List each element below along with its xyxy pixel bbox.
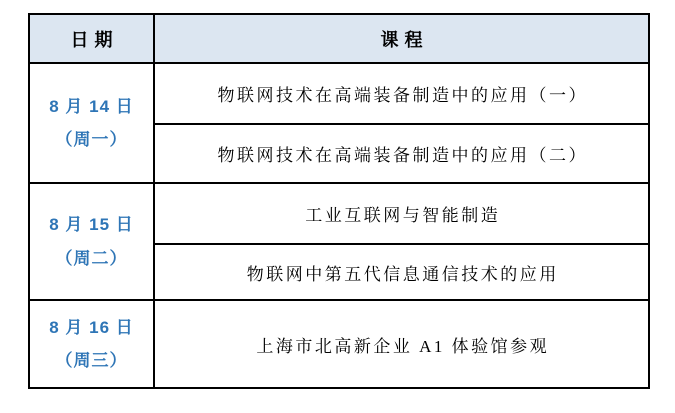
date-cell-aug-16 — [29, 300, 154, 388]
date-cell-aug-15 — [29, 183, 154, 300]
date-text: 8 月 16 日 — [49, 317, 134, 337]
course-cell: 物联网中第五代信息通信技术的应用 — [154, 244, 649, 300]
course-cell: 工业互联网与智能制造 — [154, 183, 649, 244]
weekday-text: （周三） — [55, 351, 128, 370]
course-cell: 物联网技术在高端装备制造中的应用（二） — [154, 124, 649, 183]
weekday-text: （周二） — [55, 248, 128, 268]
schedule-table — [28, 13, 650, 389]
course-cell: 物联网技术在高端装备制造中的应用（一） — [154, 63, 649, 124]
header-cell-course: 课程 — [154, 14, 649, 63]
weekday-text: （周一） — [55, 130, 128, 149]
table-row — [29, 183, 649, 244]
date-text: 8 月 15 日 — [49, 215, 134, 235]
table-row — [29, 63, 649, 124]
header-cell-date: 日期 — [29, 14, 154, 63]
date-text: 8 月 14 日 — [49, 96, 134, 116]
date-cell-aug-14 — [29, 63, 154, 183]
table-row — [29, 300, 649, 388]
table-header-row — [29, 14, 649, 63]
course-cell: 上海市北高新企业 A1 体验馆参观 — [154, 300, 649, 388]
